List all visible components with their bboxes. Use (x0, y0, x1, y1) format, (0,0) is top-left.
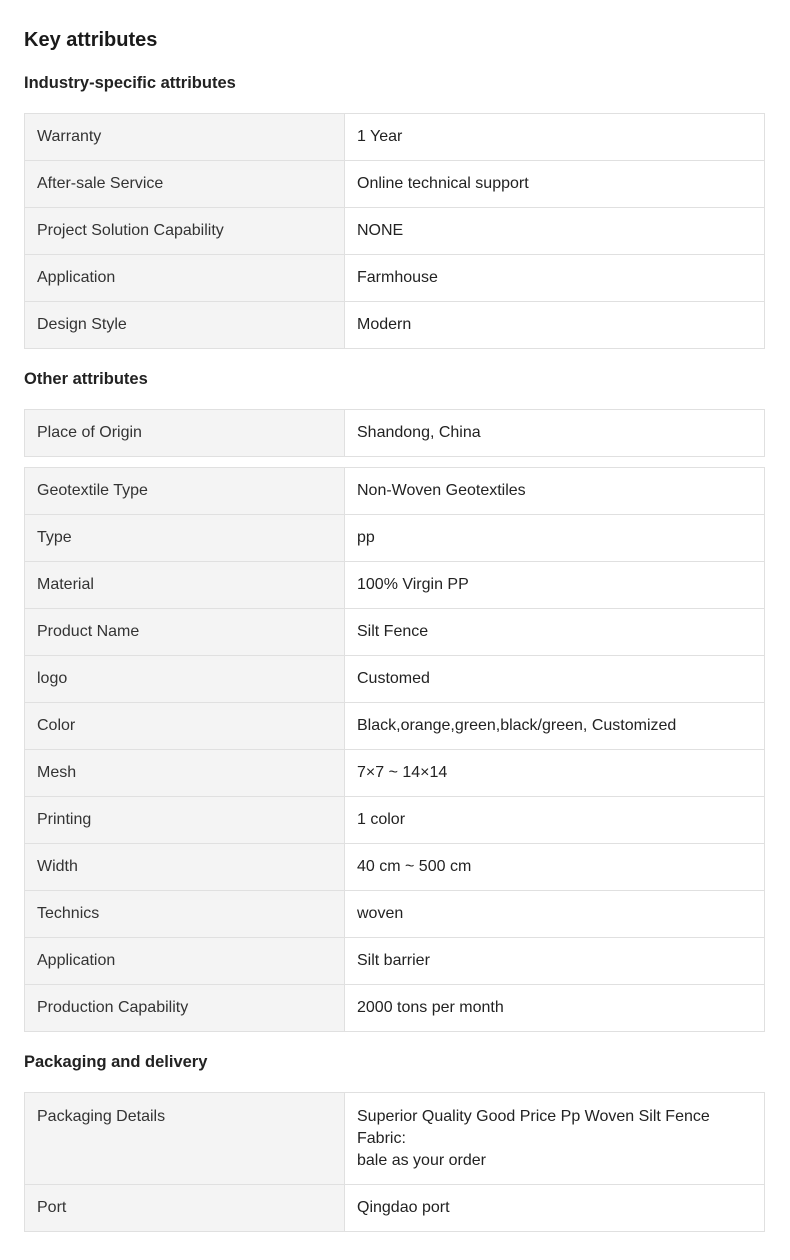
table-row (25, 562, 765, 609)
attribute-value: 100% Virgin PP (345, 562, 765, 609)
table-row (25, 208, 765, 255)
table-row (25, 985, 765, 1032)
attribute-value: 7×7 ~ 14×14 (345, 750, 765, 797)
table-row (25, 891, 765, 938)
table-row (25, 609, 765, 656)
attribute-value: pp (345, 515, 765, 562)
attribute-value (345, 1093, 765, 1185)
packaging-delivery-heading: Packaging and delivery (24, 1053, 208, 1071)
other-attributes-heading: Other attributes (24, 370, 148, 388)
attribute-key: Printing (25, 797, 345, 844)
attribute-key: Port (25, 1185, 345, 1232)
attribute-value: Customed (345, 656, 765, 703)
attribute-value: Online technical support (345, 161, 765, 208)
attribute-value: Silt barrier (345, 938, 765, 985)
attribute-key: Application (25, 255, 345, 302)
attribute-value: 1 color (345, 797, 765, 844)
industry-attributes-heading: Industry-specific attributes (24, 74, 236, 92)
table-row (25, 114, 765, 161)
attribute-value: woven (345, 891, 765, 938)
attribute-key: Packaging Details (25, 1093, 345, 1185)
industry-attributes-table (24, 113, 765, 349)
attribute-key: Material (25, 562, 345, 609)
attribute-value: NONE (345, 208, 765, 255)
value-line: bale as your order (357, 1152, 486, 1169)
attribute-value: 1 Year (345, 114, 765, 161)
attribute-key: Color (25, 703, 345, 750)
attribute-key: After-sale Service (25, 161, 345, 208)
value-line: Fabric: (357, 1130, 406, 1147)
attribute-value: Shandong, China (345, 410, 765, 457)
table-row (25, 703, 765, 750)
attribute-key: Product Name (25, 609, 345, 656)
attribute-key: Production Capability (25, 985, 345, 1032)
attribute-key: Mesh (25, 750, 345, 797)
table-row (25, 302, 765, 349)
origin-table (24, 409, 765, 457)
attribute-key: Width (25, 844, 345, 891)
table-row (25, 797, 765, 844)
attribute-key: Project Solution Capability (25, 208, 345, 255)
table-row (25, 938, 765, 985)
attribute-key: Design Style (25, 302, 345, 349)
attribute-key: logo (25, 656, 345, 703)
attribute-value: Modern (345, 302, 765, 349)
attribute-key: Application (25, 938, 345, 985)
table-row (25, 410, 765, 457)
value-line: Superior Quality Good Price Pp Woven Silt Fence (357, 1108, 710, 1125)
attribute-value: Farmhouse (345, 255, 765, 302)
attribute-key: Technics (25, 891, 345, 938)
other-attributes-table (24, 467, 765, 1032)
table-row (25, 515, 765, 562)
attribute-key: Type (25, 515, 345, 562)
attribute-key: Geotextile Type (25, 468, 345, 515)
page-title: Key attributes (24, 29, 158, 51)
table-row (25, 656, 765, 703)
table-row (25, 750, 765, 797)
attribute-value: Black,orange,green,black/green, Customized (345, 703, 765, 750)
attribute-value: Qingdao port (345, 1185, 765, 1232)
attribute-value: 2000 tons per month (345, 985, 765, 1032)
attribute-key: Place of Origin (25, 410, 345, 457)
attribute-value: Silt Fence (345, 609, 765, 656)
attribute-value: Non-Woven Geotextiles (345, 468, 765, 515)
attribute-key: Warranty (25, 114, 345, 161)
table-row (25, 1093, 765, 1185)
table-row (25, 1185, 765, 1232)
table-row (25, 468, 765, 515)
table-row (25, 255, 765, 302)
table-row (25, 844, 765, 891)
packaging-delivery-table (24, 1092, 765, 1232)
attribute-value: 40 cm ~ 500 cm (345, 844, 765, 891)
table-row (25, 161, 765, 208)
